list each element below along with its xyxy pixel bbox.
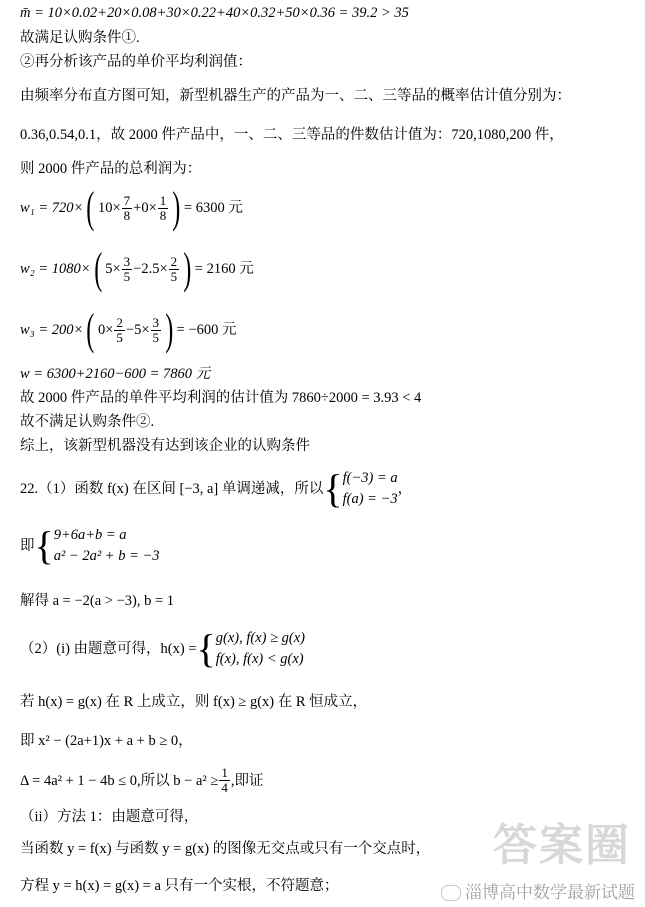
w3-term-a: 0× <box>97 322 114 338</box>
line-condition1: 故满足认购条件①. <box>20 30 140 46</box>
q22-part1: 22.（1）函数 f(x) 在区间 [−3, a] 单调递减，所以 { f(−3) = a f(a) = −3 ， <box>20 466 413 511</box>
w1-frac2: $\frac{1}{8}$ <box>159 192 167 223</box>
q22-system2: 即 { 9+6a+b = a a² − 2a² + b = −3 <box>20 523 160 568</box>
ji-label: 即 <box>20 538 35 554</box>
line-equation-root: 方程 y = h(x) = g(x) = a 只有一个实根，不符题意； <box>20 878 339 894</box>
line-histogram: 由频率分布直方图可知，新型机器生产的产品为一、二、三等品的概率估计值分别为： <box>20 88 571 104</box>
w3-frac2: $\frac{3}{5}$ <box>152 314 159 345</box>
w1-frac1: $\frac{7}{8}$ <box>123 192 131 223</box>
w2-term-b: −2.5× <box>133 261 168 277</box>
w3-frac1: $\frac{2}{5}$ <box>116 314 123 345</box>
line-mean: m̄ = 10×0.02+20×0.08+30×0.22+40×0.32+50×0.36 = 39.2 > 35 <box>20 5 409 21</box>
w1-rhs: = 6300 元 <box>183 200 243 216</box>
line-discriminant: Δ = 4a² + 1 − 4b ≤ 0,所以 b − a² ≥ $\frac{1}{4}$ ,即证 <box>20 765 264 795</box>
equation-system-2: 9+6a+b = a a² − 2a² + b = −3 <box>53 527 160 564</box>
q22-part2: （2）(i) 由题意可得，h(x) = { g(x), f(x) ≥ g(x) f(x), f(x) < g(x) <box>20 626 305 671</box>
w3-term-b: −5× <box>125 322 150 338</box>
w2-frac1: $\frac{3}{5}$ <box>123 253 131 284</box>
line-analysis2: ②再分析该产品的单价平均利润值： <box>20 54 252 70</box>
line-conclusion: 综上，该新型机器没有达到该企业的认购条件 <box>20 438 310 454</box>
w3-rhs: = −600 元 <box>176 322 237 338</box>
q22-system: f(−3) = a f(a) = −3 <box>342 470 398 507</box>
line-solution: 解得 a = −2(a > −3), b = 1 <box>20 593 175 609</box>
line-quadratic: 即 x² − (2a+1)x + a + b ≥ 0， <box>20 733 193 749</box>
line-w-total: w = 6300+2160−600 = 7860 元 <box>20 366 211 382</box>
line-probabilities: 0.36,0.54,0.1，故 2000 件产品中，一、二、三等品的件数估计值为：720,1080,200 件， <box>20 127 564 143</box>
quarter-frac: $\frac{1}{4}$ <box>221 765 228 795</box>
h-def-text: （2）(i) 由题意可得，h(x) = <box>20 641 197 657</box>
w2-frac2: $\frac{2}{5}$ <box>170 253 178 284</box>
watermark-text: 淄博高中数学最新试题 <box>441 878 635 903</box>
w1-lhs: w₁ = 720× <box>20 200 84 216</box>
w1-term-a: 10× <box>97 200 121 216</box>
w2-rhs: = 2160 元 <box>194 261 254 277</box>
w3-lhs: w₃ = 200× <box>20 322 84 338</box>
w2-lhs: w₂ = 1080× <box>20 261 91 277</box>
w1-term-b: +0× <box>133 200 157 216</box>
line-if-h-eq-g: 若 h(x) = g(x) 在 R 上成立，则 f(x) ≥ g(x) 在 R 恒成立， <box>20 694 368 710</box>
line-total-profit-intro: 则 2000 件产品的总利润为： <box>20 161 202 177</box>
q22-text: 22.（1）函数 f(x) 在区间 [−3, a] 单调递减，所以 <box>20 481 324 497</box>
w2-term-a: 5× <box>105 261 121 277</box>
line-avg-profit: 故 2000 件产品的单件平均利润的估计值为 7860÷2000 = 3.93 < 4 <box>20 390 422 406</box>
formula-w1: w₁ = 720× ( 10× $\frac{7}{8}$ +0× $\frac{1}{8}$ ) = 6300 元 <box>20 183 243 232</box>
formula-w3: w₃ = 200× ( 0× $\frac{2}{5}$ −5× $\frac{3}{5}$ ) = −600 元 <box>20 305 237 354</box>
line-method1: （ii）方法 1：由题意可得， <box>20 809 199 825</box>
formula-w2: w₂ = 1080× ( 5× $\frac{3}{5}$ −2.5× $\frac{2}{5}$ ) = 2160 元 <box>20 244 254 293</box>
watermark-logo: 答案圈 <box>493 820 631 871</box>
discriminant-text: Δ = 4a² + 1 − 4b ≤ 0,所以 b − a² ≥ <box>20 772 219 789</box>
line-condition2: 故不满足认购条件②. <box>20 414 155 430</box>
piecewise-h: g(x), f(x) ≥ g(x) f(x), f(x) < g(x) <box>215 630 305 667</box>
line-intersection: 当函数 y = f(x) 与函数 y = g(x) 的图像无交点或只有一个交点时， <box>20 841 431 857</box>
wechat-icon <box>441 885 461 901</box>
